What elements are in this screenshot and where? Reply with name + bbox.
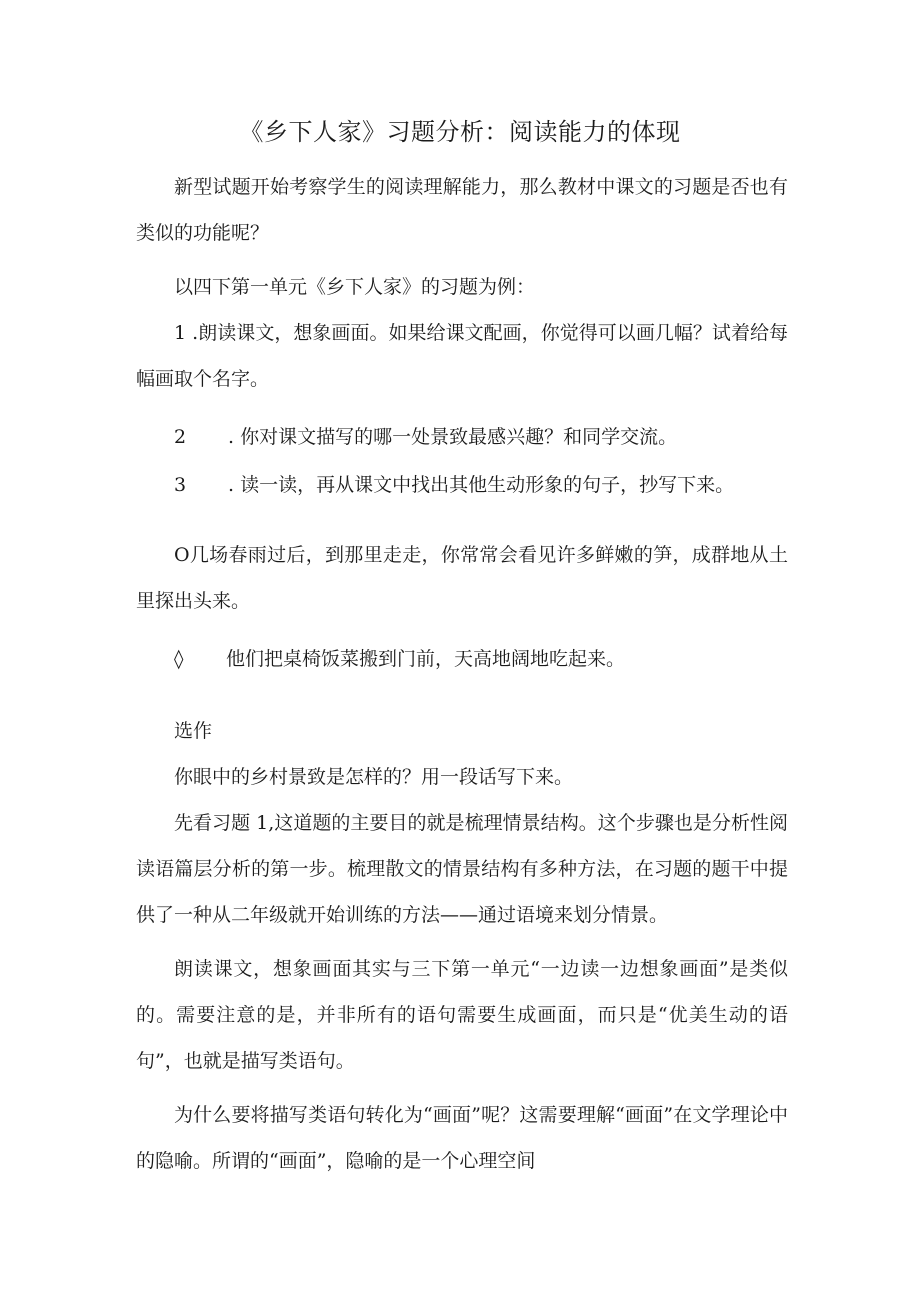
quote-2 — [174, 636, 625, 682]
optional-task: 你眼中的乡村景致是怎样的？用一段话写下来。 — [174, 766, 574, 788]
exercise-3 — [174, 462, 734, 508]
exercise-2-number: 2 — [174, 426, 187, 448]
example-intro: 以四下第一单元《乡下人家》的习题为例： — [174, 276, 536, 298]
exercise-3-number: 3 — [174, 474, 187, 496]
quote-2-text: 他们把桌椅饭菜搬到门前，天高地阔地吃起来。 — [226, 648, 626, 670]
exercise-1-number: 1 — [174, 322, 187, 344]
exercise-1 — [136, 310, 788, 402]
analysis-paragraph-2: 朗读课文，想象画面其实与三下第一单元“一边读一边想象画面”是类似的。需要注意的是，并非所有的语句需要生成画面，而只是“优美生动的语句”，也就是描写类语句。 — [136, 958, 788, 1072]
document-title: 《乡下人家》习题分析：阅读能力的体现 — [239, 118, 681, 146]
diamond-bullet-icon: ◊ — [174, 648, 184, 670]
exercise-2 — [174, 414, 677, 460]
analysis-paragraph-1: 先看习题 1,这道题的主要目的就是梳理情景结构。这个步骤也是分析性阅读语篇层分析的第一步。梳理散文的情景结构有多种方法，在习题的题干中提供了一种从二年级就开始训练的方法——通过语境来划分情景。 — [136, 812, 788, 926]
exercise-3-text: . 读一读，再从课文中找出其他生动形象的句子，抄写下来。 — [228, 474, 735, 496]
quote-1: O几场春雨过后，到那里走走，你常常会看见许多鲜嫩的笋，成群地从土里探出头来。 — [136, 544, 788, 612]
intro-paragraph: 新型试题开始考察学生的阅读理解能力，那么教材中课文的习题是否也有类似的功能呢？ — [136, 176, 788, 244]
exercise-2-text: . 你对课文描写的哪一处景致最感兴趣？和同学交流。 — [228, 426, 678, 448]
optional-label: 选作 — [174, 720, 213, 742]
exercise-1-text: .朗读课文，想象画面。如果给课文配画，你觉得可以画几幅？试着给每幅画取个名字。 — [136, 322, 789, 390]
analysis-paragraph-3: 为什么要将描写类语句转化为“画面”呢？这需要理解“画面”在文学理论中的隐喻。所谓的“画面”，隐喻的是一个心理空间 — [136, 1104, 788, 1172]
